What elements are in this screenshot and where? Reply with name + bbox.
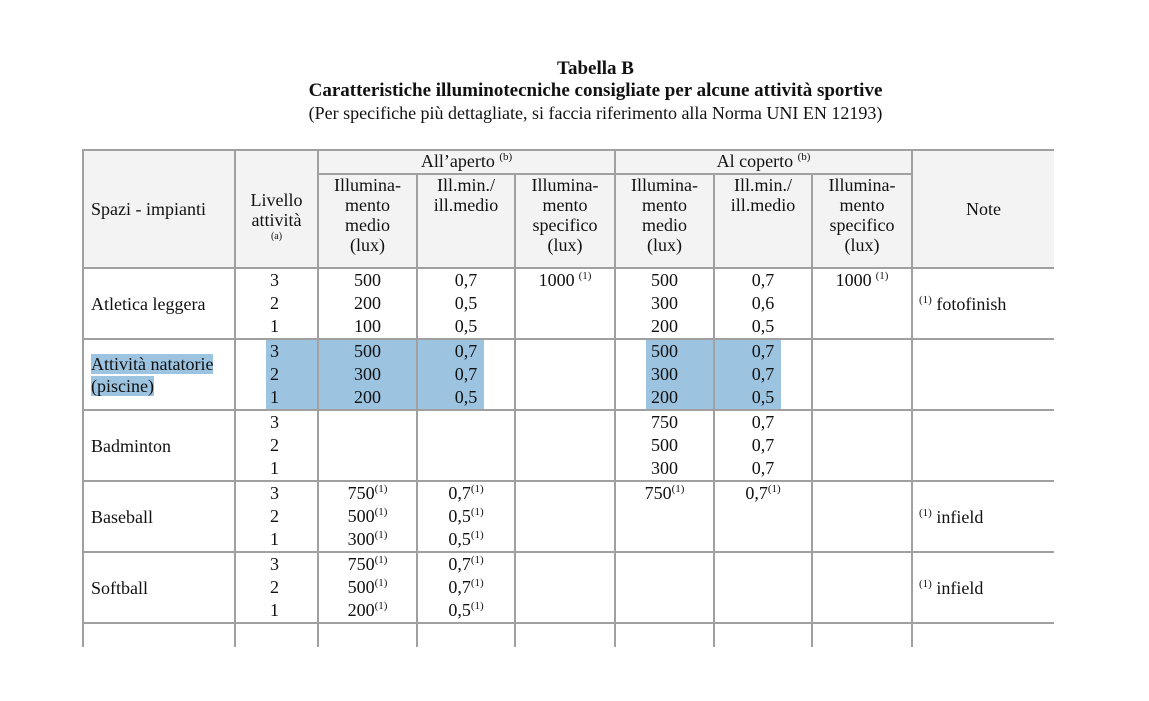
reference-note: (Per specifiche più dettagliate, si faccia riferimento alla Norma UNI EN 12193) bbox=[308, 103, 883, 123]
header-outdoor-illum-medio: Illumina-mento medio (lux) bbox=[318, 174, 417, 268]
header-indoor-ill-min: Ill.min./ ill.medio bbox=[714, 174, 812, 268]
indoor-illum-medio-cell bbox=[615, 552, 714, 576]
table-row bbox=[83, 410, 1054, 434]
indoor-illum-medio-cell bbox=[615, 599, 714, 623]
empty-cell bbox=[615, 623, 714, 647]
outdoor-illum-specifico-cell bbox=[515, 434, 615, 457]
indoor-ill-min-cell bbox=[714, 552, 812, 576]
table-title: Tabella B bbox=[557, 58, 634, 79]
header-al-coperto: Al coperto $^{(b)}$ bbox=[615, 150, 912, 174]
indoor-ill-min-cell: 0,7$^{(1)}$ bbox=[714, 481, 812, 505]
indoor-illum-specifico-cell bbox=[812, 410, 912, 434]
indoor-ill-min-cell bbox=[714, 505, 812, 528]
outdoor-illum-medio-cell: 100 bbox=[318, 315, 417, 339]
indoor-illum-medio-cell: 500 bbox=[615, 339, 714, 363]
sport-name: Attività natatorie (piscine) bbox=[83, 339, 235, 410]
outdoor-illum-specifico-cell bbox=[515, 552, 615, 576]
outdoor-illum-specifico-cell bbox=[515, 386, 615, 410]
outdoor-ill-min-cell: 0,5 bbox=[417, 386, 515, 410]
table-row bbox=[83, 481, 1054, 505]
level-cell: 2 bbox=[235, 292, 318, 315]
outdoor-illum-specifico-cell bbox=[515, 528, 615, 552]
indoor-illum-specifico-cell: 1000 $^{(1)}$ bbox=[812, 268, 912, 292]
outdoor-ill-min-cell bbox=[417, 457, 515, 481]
empty-cell bbox=[83, 623, 235, 647]
indoor-illum-specifico-cell bbox=[812, 481, 912, 505]
outdoor-illum-medio-cell: 200 bbox=[318, 292, 417, 315]
indoor-illum-medio-cell: 300 bbox=[615, 457, 714, 481]
outdoor-illum-specifico-cell bbox=[515, 292, 615, 315]
table-row bbox=[83, 339, 1054, 363]
sport-name: Softball bbox=[83, 552, 235, 623]
indoor-ill-min-cell: 0,7 bbox=[714, 363, 812, 386]
level-cell: 2 bbox=[235, 505, 318, 528]
level-cell: 1 bbox=[235, 457, 318, 481]
level-cell: 3 bbox=[235, 410, 318, 434]
document-title-block bbox=[0, 58, 1149, 124]
empty-cell bbox=[812, 623, 912, 647]
header-spazi: Spazi - impianti bbox=[83, 150, 235, 268]
level-cell: 1 bbox=[235, 386, 318, 410]
level-cell: 3 bbox=[235, 481, 318, 505]
sport-name: Badminton bbox=[83, 410, 235, 481]
header-all-aperto: All’aperto $^{(b)}$ bbox=[318, 150, 615, 174]
level-cell: 2 bbox=[235, 434, 318, 457]
empty-cell bbox=[714, 623, 812, 647]
note-cell: $^{(1)}$ infield bbox=[912, 552, 1054, 623]
indoor-illum-medio-cell bbox=[615, 576, 714, 599]
indoor-illum-medio-cell: 200 bbox=[615, 315, 714, 339]
indoor-ill-min-cell: 0,7 bbox=[714, 457, 812, 481]
sport-name: Atletica leggera bbox=[83, 268, 235, 339]
outdoor-illum-medio-cell: 500$^{(1)}$ bbox=[318, 576, 417, 599]
outdoor-illum-medio-cell: 300 bbox=[318, 363, 417, 386]
indoor-illum-specifico-cell bbox=[812, 315, 912, 339]
indoor-illum-medio-cell bbox=[615, 505, 714, 528]
header-outdoor-illum-specifico: Illumina-mento specifico (lux) bbox=[515, 174, 615, 268]
header-outdoor-ill-min: Ill.min./ ill.medio bbox=[417, 174, 515, 268]
outdoor-ill-min-cell bbox=[417, 434, 515, 457]
table-container bbox=[82, 149, 1054, 654]
empty-cell bbox=[318, 623, 417, 647]
outdoor-illum-specifico-cell bbox=[515, 481, 615, 505]
indoor-illum-specifico-cell bbox=[812, 576, 912, 599]
indoor-illum-specifico-cell bbox=[812, 339, 912, 363]
outdoor-ill-min-cell: 0,5$^{(1)}$ bbox=[417, 528, 515, 552]
indoor-illum-specifico-cell bbox=[812, 505, 912, 528]
outdoor-ill-min-cell: 0,7$^{(1)}$ bbox=[417, 552, 515, 576]
indoor-ill-min-cell: 0,5 bbox=[714, 386, 812, 410]
indoor-ill-min-cell bbox=[714, 528, 812, 552]
indoor-illum-medio-cell: 500 bbox=[615, 434, 714, 457]
note-cell: $^{(1)}$ fotofinish bbox=[912, 268, 1054, 339]
indoor-ill-min-cell: 0,7 bbox=[714, 339, 812, 363]
outdoor-illum-specifico-cell bbox=[515, 576, 615, 599]
outdoor-illum-medio-cell bbox=[318, 434, 417, 457]
header-livello: Livello attività $^{(a)}$ bbox=[235, 150, 318, 268]
outdoor-illum-medio-cell bbox=[318, 410, 417, 434]
outdoor-illum-specifico-cell: 1000 $^{(1)}$ bbox=[515, 268, 615, 292]
indoor-illum-specifico-cell bbox=[812, 434, 912, 457]
indoor-ill-min-cell bbox=[714, 576, 812, 599]
empty-cell bbox=[912, 623, 1054, 647]
outdoor-illum-medio-cell bbox=[318, 457, 417, 481]
note-cell bbox=[912, 410, 1054, 481]
outdoor-illum-medio-cell: 200$^{(1)}$ bbox=[318, 599, 417, 623]
outdoor-illum-specifico-cell bbox=[515, 599, 615, 623]
indoor-illum-specifico-cell bbox=[812, 292, 912, 315]
indoor-illum-specifico-cell bbox=[812, 363, 912, 386]
level-cell: 1 bbox=[235, 315, 318, 339]
level-cell: 1 bbox=[235, 528, 318, 552]
outdoor-ill-min-cell: 0,5 bbox=[417, 315, 515, 339]
outdoor-illum-medio-cell: 200 bbox=[318, 386, 417, 410]
outdoor-ill-min-cell: 0,7 bbox=[417, 339, 515, 363]
table-row-partial bbox=[83, 623, 1054, 647]
note-cell bbox=[912, 339, 1054, 410]
level-cell: 2 bbox=[235, 363, 318, 386]
empty-cell bbox=[515, 623, 615, 647]
outdoor-illum-medio-cell: 300$^{(1)}$ bbox=[318, 528, 417, 552]
indoor-illum-specifico-cell bbox=[812, 552, 912, 576]
lighting-table bbox=[82, 149, 1054, 647]
outdoor-ill-min-cell: 0,5 bbox=[417, 292, 515, 315]
empty-cell bbox=[417, 623, 515, 647]
indoor-ill-min-cell: 0,7 bbox=[714, 410, 812, 434]
indoor-ill-min-cell: 0,6 bbox=[714, 292, 812, 315]
outdoor-ill-min-cell bbox=[417, 410, 515, 434]
level-cell: 1 bbox=[235, 599, 318, 623]
level-cell: 3 bbox=[235, 339, 318, 363]
outdoor-ill-min-cell: 0,7 bbox=[417, 268, 515, 292]
indoor-illum-specifico-cell bbox=[812, 599, 912, 623]
indoor-illum-medio-cell: 750 bbox=[615, 410, 714, 434]
indoor-ill-min-cell: 0,5 bbox=[714, 315, 812, 339]
indoor-illum-medio-cell: 300 bbox=[615, 363, 714, 386]
outdoor-illum-specifico-cell bbox=[515, 410, 615, 434]
header-indoor-illum-medio: Illumina-mento medio (lux) bbox=[615, 174, 714, 268]
indoor-illum-medio-cell: 300 bbox=[615, 292, 714, 315]
table-body bbox=[83, 268, 1054, 647]
indoor-illum-specifico-cell bbox=[812, 528, 912, 552]
outdoor-illum-specifico-cell bbox=[515, 457, 615, 481]
outdoor-illum-medio-cell: 500 bbox=[318, 339, 417, 363]
indoor-ill-min-cell: 0,7 bbox=[714, 434, 812, 457]
indoor-illum-medio-cell: 750$^{(1)}$ bbox=[615, 481, 714, 505]
outdoor-ill-min-cell: 0,5$^{(1)}$ bbox=[417, 505, 515, 528]
outdoor-illum-specifico-cell bbox=[515, 315, 615, 339]
level-cell: 2 bbox=[235, 576, 318, 599]
outdoor-illum-medio-cell: 500 bbox=[318, 268, 417, 292]
table-row bbox=[83, 268, 1054, 292]
table-subtitle: Caratteristiche illuminotecniche consigliate per alcune attività sportive bbox=[308, 80, 883, 101]
indoor-illum-medio-cell bbox=[615, 528, 714, 552]
indoor-illum-medio-cell: 200 bbox=[615, 386, 714, 410]
indoor-illum-medio-cell: 500 bbox=[615, 268, 714, 292]
outdoor-illum-medio-cell: 750$^{(1)}$ bbox=[318, 552, 417, 576]
outdoor-illum-specifico-cell bbox=[515, 505, 615, 528]
outdoor-ill-min-cell: 0,7$^{(1)}$ bbox=[417, 576, 515, 599]
empty-cell bbox=[235, 623, 318, 647]
outdoor-ill-min-cell: 0,5$^{(1)}$ bbox=[417, 599, 515, 623]
outdoor-illum-specifico-cell bbox=[515, 363, 615, 386]
indoor-ill-min-cell bbox=[714, 599, 812, 623]
outdoor-ill-min-cell: 0,7$^{(1)}$ bbox=[417, 481, 515, 505]
outdoor-ill-min-cell: 0,7 bbox=[417, 363, 515, 386]
note-cell: $^{(1)}$ infield bbox=[912, 481, 1054, 552]
level-cell: 3 bbox=[235, 268, 318, 292]
indoor-illum-specifico-cell bbox=[812, 386, 912, 410]
indoor-illum-specifico-cell bbox=[812, 457, 912, 481]
header-indoor-illum-specifico: Illumina-mento specifico (lux) bbox=[812, 174, 912, 268]
outdoor-illum-medio-cell: 500$^{(1)}$ bbox=[318, 505, 417, 528]
level-cell: 3 bbox=[235, 552, 318, 576]
header-note: Note bbox=[912, 150, 1054, 268]
sport-name: Baseball bbox=[83, 481, 235, 552]
outdoor-illum-medio-cell: 750$^{(1)}$ bbox=[318, 481, 417, 505]
outdoor-illum-specifico-cell bbox=[515, 339, 615, 363]
indoor-ill-min-cell: 0,7 bbox=[714, 268, 812, 292]
table-row bbox=[83, 552, 1054, 576]
